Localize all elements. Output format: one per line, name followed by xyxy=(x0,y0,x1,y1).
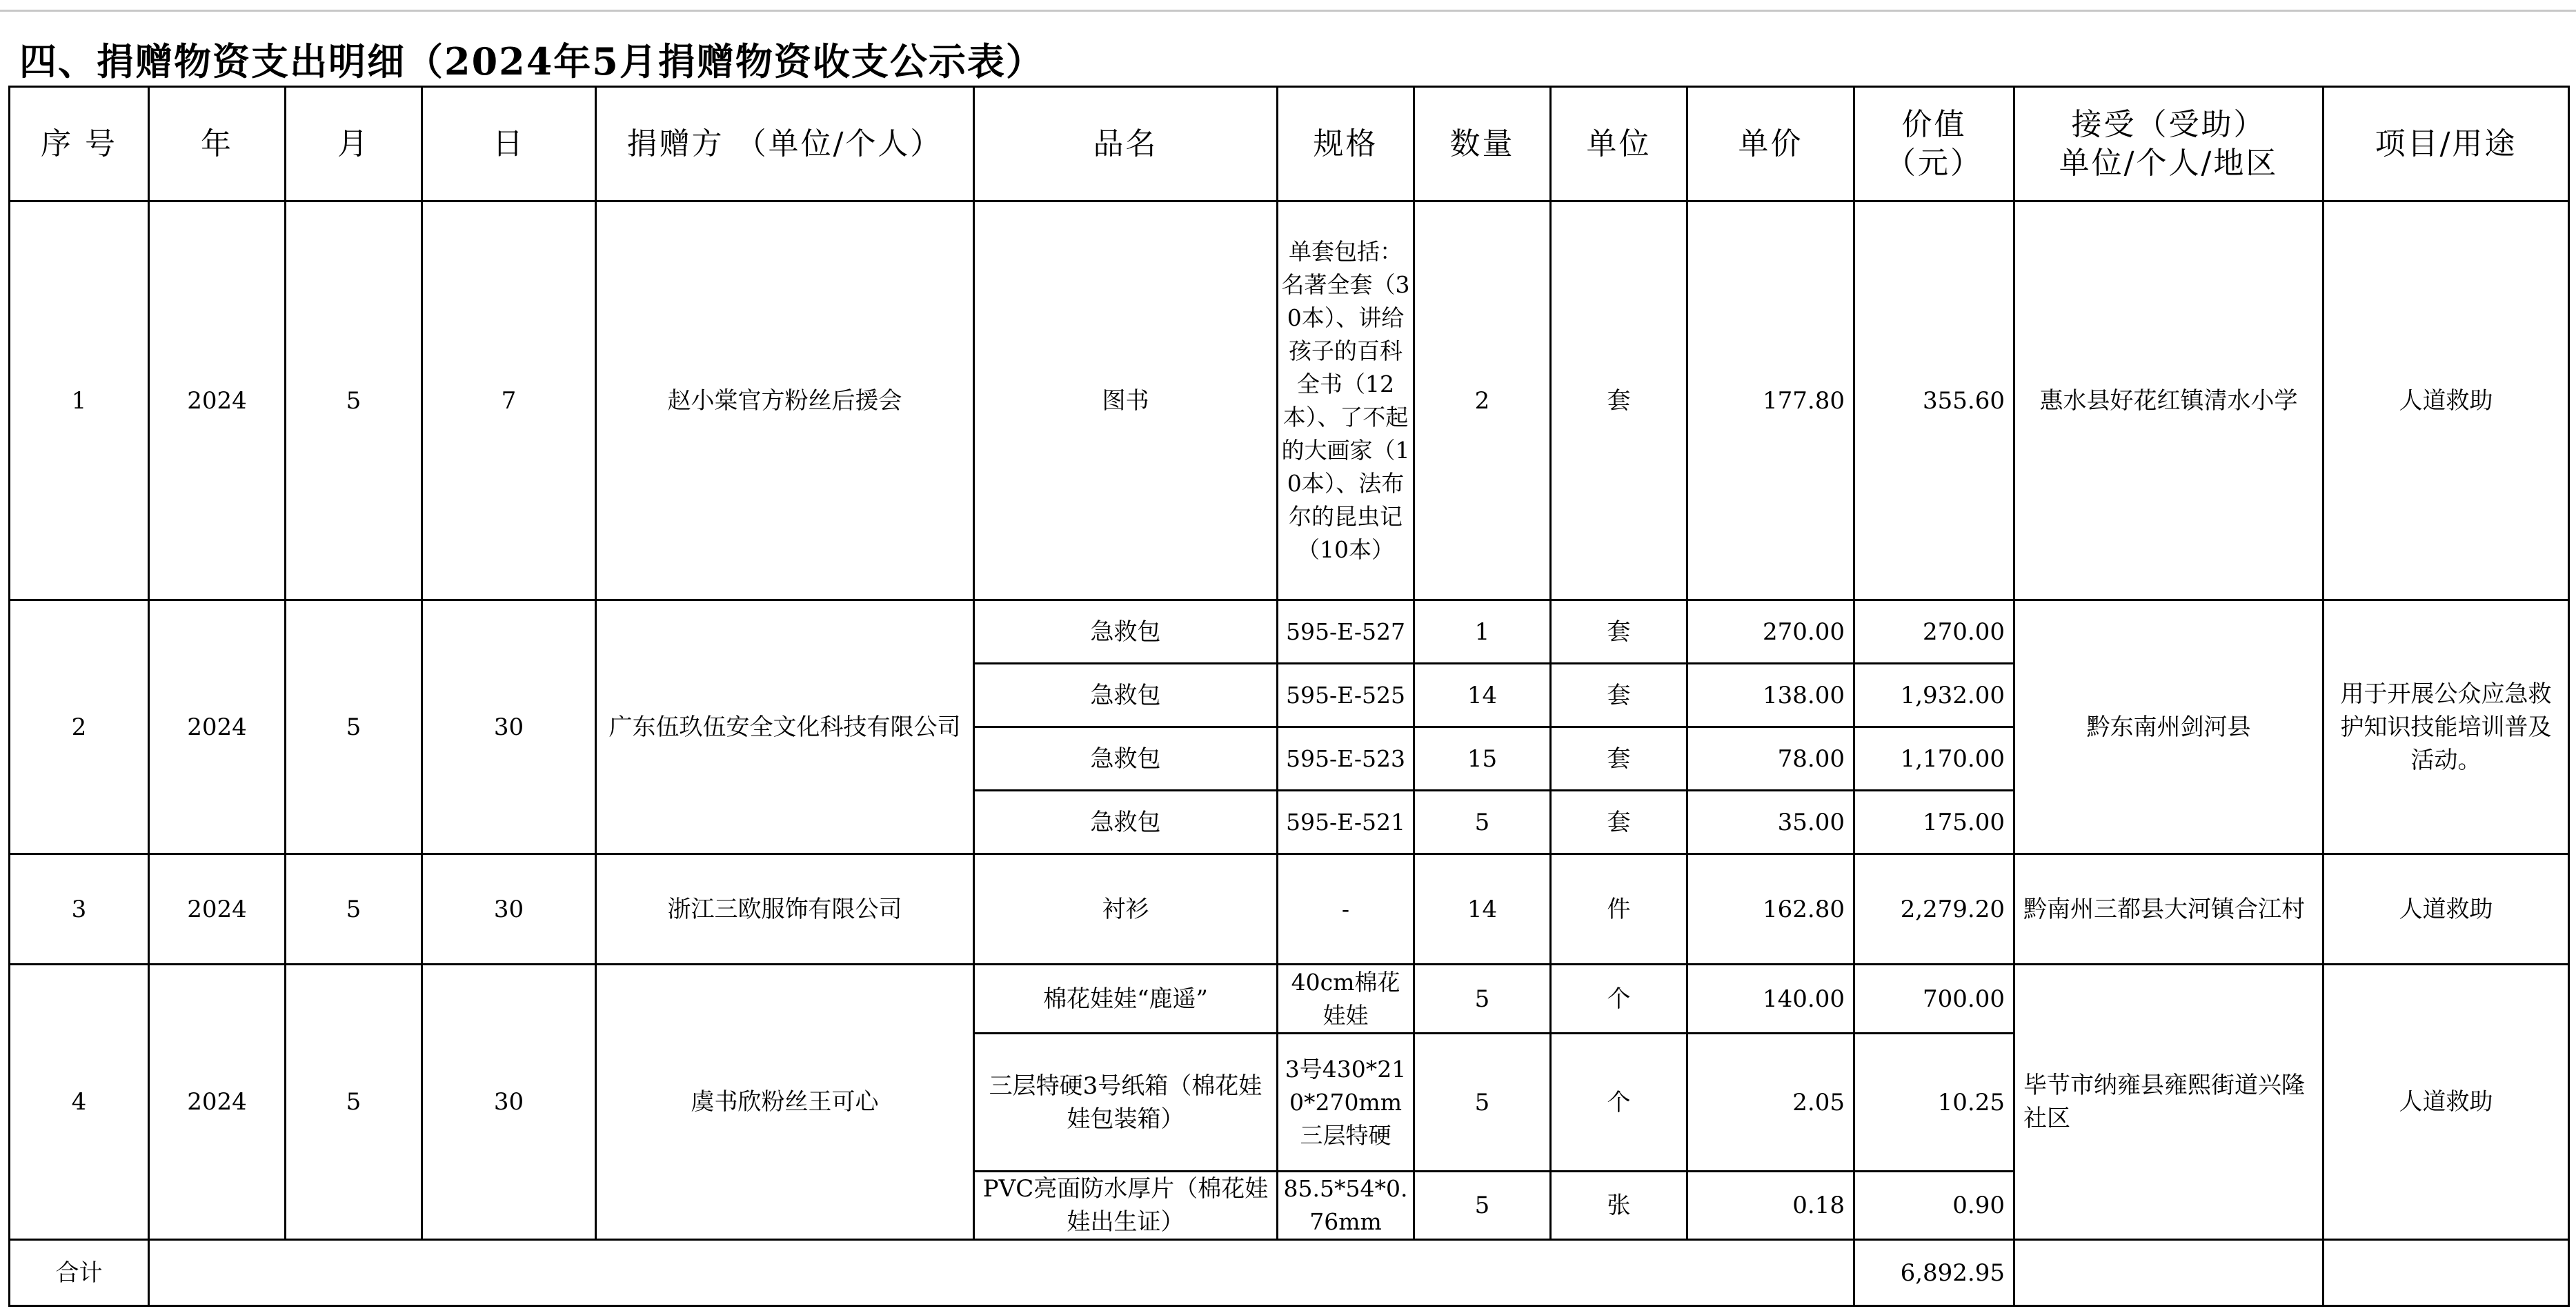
cell-unit: 套 xyxy=(1551,791,1687,854)
total-value: 6,892.95 xyxy=(1854,1240,2014,1306)
header-donor: 捐赠方 （单位/个人） xyxy=(596,87,974,201)
cell-purpose: 人道救助 xyxy=(2324,201,2569,600)
cell-value: 355.60 xyxy=(1854,201,2014,600)
cell-recipient: 黔东南州剑河县 xyxy=(2014,600,2324,854)
cell-qty: 14 xyxy=(1414,854,1551,965)
cell-unit-price: 35.00 xyxy=(1687,791,1854,854)
header-year: 年 xyxy=(149,87,286,201)
header-day: 日 xyxy=(422,87,596,201)
total-empty-purpose xyxy=(2324,1240,2569,1306)
cell-item-name: 急救包 xyxy=(974,791,1278,854)
cell-unit-price: 270.00 xyxy=(1687,600,1854,664)
total-spacer xyxy=(149,1240,1854,1306)
header-purpose: 项目/用途 xyxy=(2324,87,2569,201)
table-row xyxy=(10,854,2569,965)
cell-item-name: 衬衫 xyxy=(974,854,1278,965)
header-value-line1: 价值 xyxy=(1901,106,1967,142)
cell-qty: 15 xyxy=(1414,727,1551,791)
cell-day: 30 xyxy=(422,600,596,854)
total-label: 合计 xyxy=(10,1240,149,1306)
cell-day: 30 xyxy=(422,854,596,965)
cell-month: 5 xyxy=(286,201,422,600)
cell-day: 30 xyxy=(422,965,596,1240)
cell-recipient: 毕节市纳雍县雍熙街道兴隆社区 xyxy=(2014,965,2324,1240)
cell-unit: 套 xyxy=(1551,664,1687,727)
cell-unit: 套 xyxy=(1551,600,1687,664)
cell-seq: 3 xyxy=(10,854,149,965)
cell-item-name: 棉花娃娃“鹿遥” xyxy=(974,965,1278,1034)
total-empty-recipient xyxy=(2014,1240,2324,1306)
cell-value: 10.25 xyxy=(1854,1034,2014,1172)
header-seq: 序 号 xyxy=(10,87,149,201)
header-qty: 数量 xyxy=(1414,87,1551,201)
cell-year: 2024 xyxy=(149,201,286,600)
cell-unit-price: 2.05 xyxy=(1687,1034,1854,1172)
header-recipient xyxy=(2014,87,2324,201)
cell-month: 5 xyxy=(286,600,422,854)
header-value xyxy=(1854,87,2014,201)
cell-qty: 1 xyxy=(1414,600,1551,664)
cell-seq: 4 xyxy=(10,965,149,1240)
cell-qty: 2 xyxy=(1414,201,1551,600)
cell-spec: 85.5*54*0.76mm xyxy=(1278,1172,1414,1240)
header-unit: 单位 xyxy=(1551,87,1687,201)
header-value-line2: （元） xyxy=(1885,145,1983,181)
cell-purpose: 人道救助 xyxy=(2324,965,2569,1240)
cell-donor: 赵小棠官方粉丝后援会 xyxy=(596,201,974,600)
cell-unit-price: 162.80 xyxy=(1687,854,1854,965)
header-spec: 规格 xyxy=(1278,87,1414,201)
cell-purpose: 人道救助 xyxy=(2324,854,2569,965)
cell-qty: 5 xyxy=(1414,791,1551,854)
cell-recipient: 黔南州三都县大河镇合江村 xyxy=(2014,854,2324,965)
cell-unit: 张 xyxy=(1551,1172,1687,1240)
cell-unit-price: 0.18 xyxy=(1687,1172,1854,1240)
cell-donor: 浙江三欧服饰有限公司 xyxy=(596,854,974,965)
cell-unit-price: 140.00 xyxy=(1687,965,1854,1034)
cell-year: 2024 xyxy=(149,854,286,965)
cell-qty: 5 xyxy=(1414,1034,1551,1172)
cell-item-name: 急救包 xyxy=(974,727,1278,791)
cell-value: 270.00 xyxy=(1854,600,2014,664)
cell-seq: 2 xyxy=(10,600,149,854)
cell-unit: 个 xyxy=(1551,1034,1687,1172)
cell-unit: 套 xyxy=(1551,727,1687,791)
cell-spec: 595-E-527 xyxy=(1278,600,1414,664)
header-row xyxy=(10,87,2569,201)
cell-year: 2024 xyxy=(149,965,286,1240)
cell-unit: 个 xyxy=(1551,965,1687,1034)
cell-unit-price: 138.00 xyxy=(1687,664,1854,727)
cell-unit: 件 xyxy=(1551,854,1687,965)
cell-month: 5 xyxy=(286,965,422,1240)
table-row xyxy=(10,600,2569,664)
cell-qty: 5 xyxy=(1414,965,1551,1034)
cell-day: 7 xyxy=(422,201,596,600)
donation-expense-table xyxy=(8,86,2570,1307)
cell-value: 700.00 xyxy=(1854,965,2014,1034)
cell-spec: 3号430*210*270mm三层特硬 xyxy=(1278,1034,1414,1172)
cell-value: 1,932.00 xyxy=(1854,664,2014,727)
cell-value: 2,279.20 xyxy=(1854,854,2014,965)
cell-month: 5 xyxy=(286,854,422,965)
header-recipient-line1: 接受（受助） xyxy=(2071,106,2266,142)
cell-qty: 14 xyxy=(1414,664,1551,727)
cell-spec: 单套包括：名著全套（30本）、讲给孩子的百科全书（12本）、了不起的大画家（10本）、法布尔的昆虫记（10本） xyxy=(1278,201,1414,600)
page-title: 四、捐赠物资支出明细（2024年5月捐赠物资收支公示表） xyxy=(19,39,1044,83)
cell-donor: 虞书欣粉丝王可心 xyxy=(596,965,974,1240)
cell-value: 1,170.00 xyxy=(1854,727,2014,791)
cell-unit-price: 78.00 xyxy=(1687,727,1854,791)
cell-spec: 595-E-521 xyxy=(1278,791,1414,854)
cell-item-name: 急救包 xyxy=(974,664,1278,727)
cell-item-name: 图书 xyxy=(974,201,1278,600)
header-month: 月 xyxy=(286,87,422,201)
cell-seq: 1 xyxy=(10,201,149,600)
cell-recipient: 惠水县好花红镇清水小学 xyxy=(2014,201,2324,600)
header-item: 品名 xyxy=(974,87,1278,201)
cell-item-name: PVC亮面防水厚片（棉花娃娃出生证） xyxy=(974,1172,1278,1240)
cell-value: 0.90 xyxy=(1854,1172,2014,1240)
header-unit-price: 单价 xyxy=(1687,87,1854,201)
cell-spec: 40cm棉花娃娃 xyxy=(1278,965,1414,1034)
cell-year: 2024 xyxy=(149,600,286,854)
header-recipient-line2: 单位/个人/地区 xyxy=(2059,145,2279,181)
table-row xyxy=(10,965,2569,1034)
cell-unit: 套 xyxy=(1551,201,1687,600)
cell-purpose: 用于开展公众应急救护知识技能培训普及活动。 xyxy=(2324,600,2569,854)
cell-item-name: 急救包 xyxy=(974,600,1278,664)
total-row xyxy=(10,1240,2569,1306)
cell-item-name: 三层特硬3号纸箱（棉花娃娃包装箱） xyxy=(974,1034,1278,1172)
cell-spec: 595-E-523 xyxy=(1278,727,1414,791)
cell-value: 175.00 xyxy=(1854,791,2014,854)
cell-donor: 广东伍玖伍安全文化科技有限公司 xyxy=(596,600,974,854)
cell-spec: 595-E-525 xyxy=(1278,664,1414,727)
cell-unit-price: 177.80 xyxy=(1687,201,1854,600)
table-row xyxy=(10,201,2569,600)
title-row xyxy=(0,10,2576,86)
cell-qty: 5 xyxy=(1414,1172,1551,1240)
cell-spec: - xyxy=(1278,854,1414,965)
